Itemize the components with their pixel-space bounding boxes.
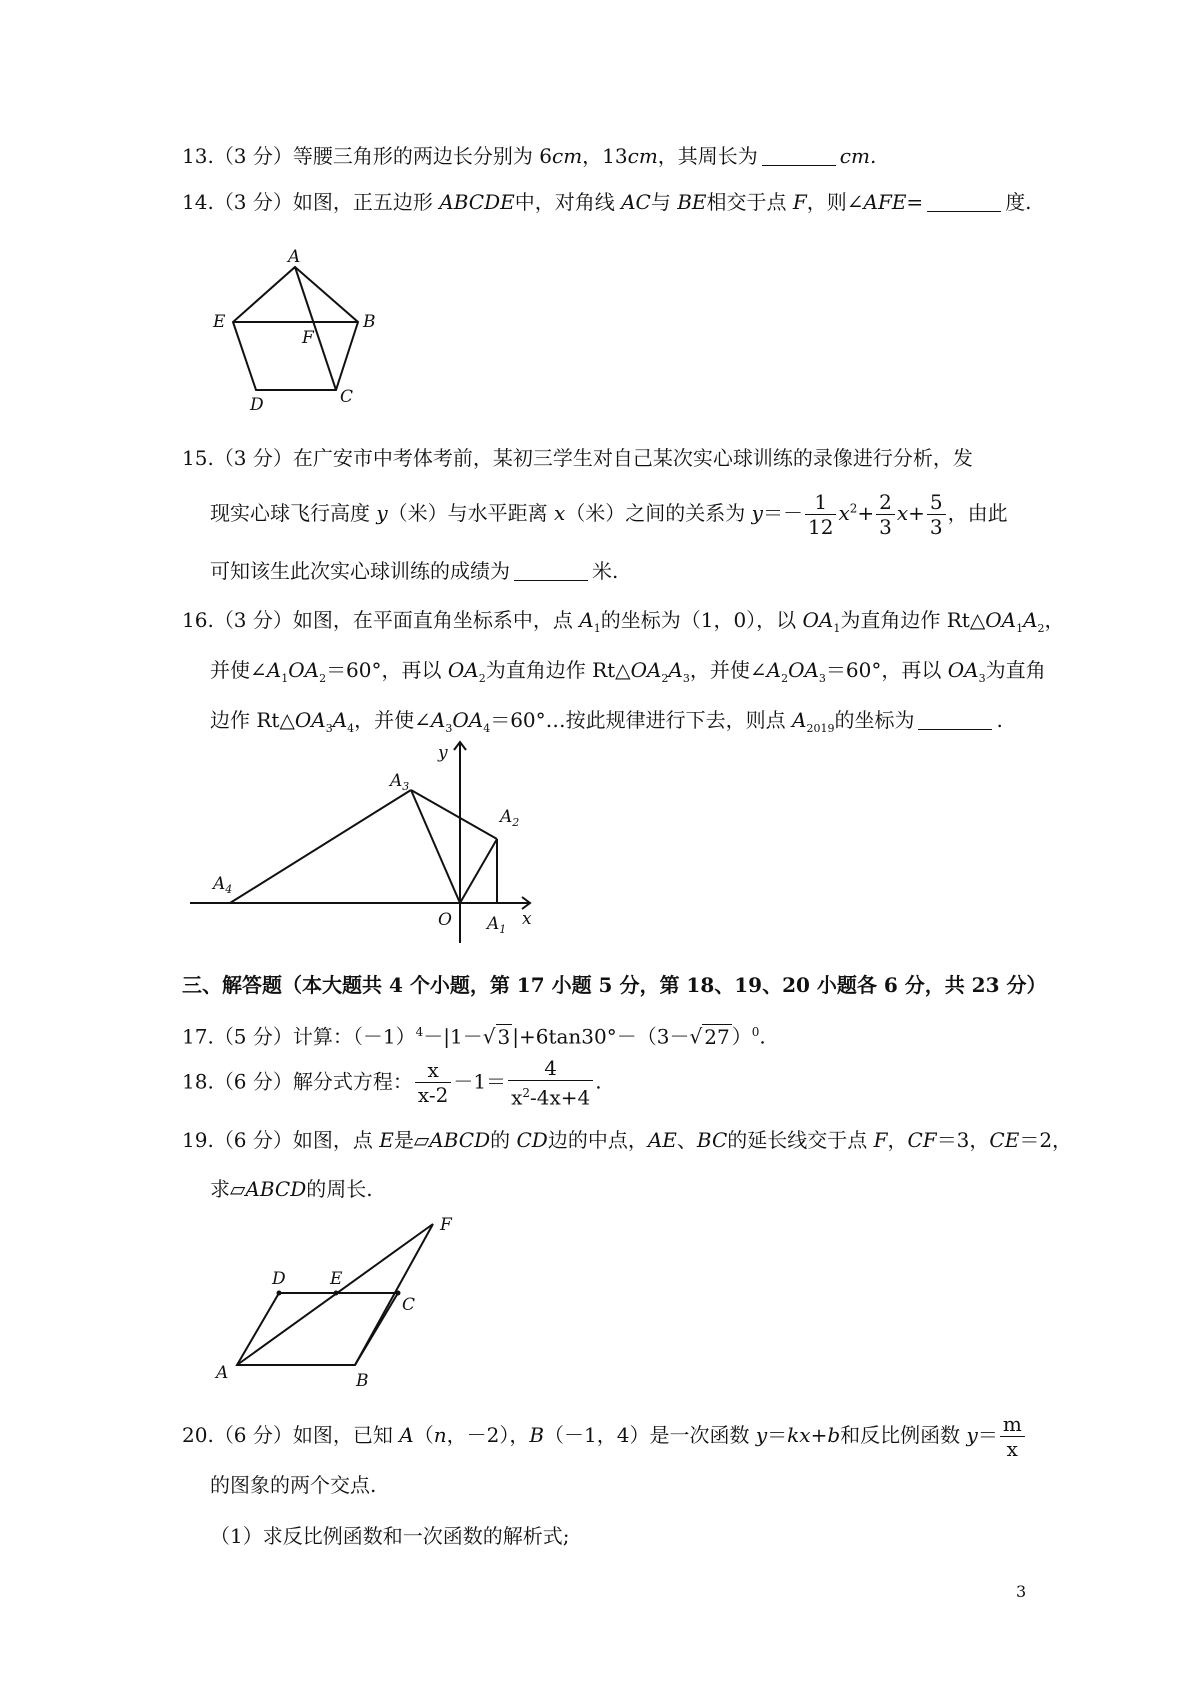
label-a2: $A_2$ — [500, 807, 520, 829]
question-13: 13.（3 分）等腰三角形的两边长分别为 6cm，13cm，其周长为 cm. — [182, 144, 877, 168]
fraction-4-over-quadratic: $\frac{4}{x^2-4x+4}$ — [508, 1056, 593, 1110]
label-e: E — [330, 1269, 343, 1289]
label-f: F — [440, 1215, 452, 1235]
question-18: 18.（6 分）解分式方程： $\frac{x}{x-2}$ －1＝ $\frac{4}{x^2-4x+4}$ . — [182, 1056, 602, 1110]
fraction-5-3: $\frac{5}{3}$ — [927, 490, 946, 539]
label-c: C — [402, 1295, 416, 1315]
label-d: D — [272, 1269, 286, 1289]
question-20-part-1: （1）求反比例函数和一次函数的解析式; — [210, 1524, 570, 1548]
axis-label-x: x — [522, 909, 532, 929]
label-b: B — [363, 312, 376, 332]
label-a: A — [288, 247, 301, 267]
label-d: D — [250, 395, 264, 415]
fraction-m-over-x: $\frac{m}{x}$ — [1000, 1412, 1025, 1461]
label-a1: $A_1$ — [487, 914, 507, 936]
question-20-line-2: 的图象的两个交点. — [210, 1473, 377, 1497]
question-14: 14.（3 分）如图，正五边形 ABCDE中，对角线 AC与 BE相交于点 F，则∠AFE= 度. — [182, 190, 1032, 214]
label-a: A — [216, 1363, 229, 1383]
question-16-line-3: 边作 $Rt\triangle OA_3A_4$，并使$\angle A_3OA_4=60^\circ\dots$按此规律进行下去，则点 $A_{2019}$的坐标为 . — [210, 708, 1003, 735]
fraction-1-12: $\frac{1}{12}$ — [805, 490, 836, 539]
question-16-line-1: 16.（3 分）如图，在平面直角坐标系中，点 $A_1$的坐标为（1，0），以 $OA_1$为直角边作 $Rt\triangle OA_1A_2$， — [182, 608, 1065, 635]
label-b: B — [356, 1371, 369, 1391]
question-19-line-1: 19.（6 分）如图，点 E是▱ABCD的 CD边的中点，AE、BC的延长线交于点 F，CF＝3，CE＝2， — [182, 1128, 1073, 1152]
axis-label-y: y — [438, 743, 448, 763]
label-a3: $A_3$ — [390, 771, 410, 793]
section-heading-3: 三、解答题（本大题共 4 个小题，第 17 小题 5 分，第 18、19、20 小题各 6 分，共 23 分） — [182, 973, 1047, 997]
question-17: 17.（5 分）计算：$(-1)^4-|1-√$ 3 |+6tan30°－（3－√ 27 ）$^0$. — [182, 1024, 766, 1049]
line-bf — [355, 1224, 433, 1365]
label-o: O — [438, 910, 452, 930]
question-20-line-1: 20.（6 分）如图，已知 A（n，－2），B（－1，4）是一次函数 y＝kx+b和反比例函数 y＝ $\frac{m}{x}$ — [182, 1412, 1027, 1461]
label-e: E — [213, 312, 226, 332]
label-c: C — [340, 387, 354, 407]
question-15-line-2: 现实心球飞行高度 y（米）与水平距离 x（米）之间的关系为 y＝－ $\frac{1}{12}$ $x^2+$ $\frac{2}{3}$ x+ $\frac{5}{3}$ ，由此 — [210, 490, 1008, 539]
question-15-line-3: 可知该生此次实心球训练的成绩为 米. — [210, 559, 619, 583]
question-19-line-2: 求▱ABCD的周长. — [210, 1177, 373, 1201]
question-16-line-2: 并使$\angle A_1OA_2=60^\circ$，再以 $OA_2$为直角边作 $Rt\triangle OA_2A_3$，并使$\angle A_2OA_3=60^\circ$，再以 $OA_3$为直角 — [210, 658, 1046, 685]
label-a4: $A_4$ — [213, 874, 233, 896]
fraction-2-3: $\frac{2}{3}$ — [876, 490, 895, 539]
label-f: F — [302, 328, 314, 348]
fraction-x-over-x-2: $\frac{x}{x-2}$ — [415, 1058, 451, 1107]
page-number: 3 — [1016, 1582, 1027, 1601]
question-15-line-1: 15.（3 分）在广安市中考体考前，某初三学生对自己某次实心球训练的录像进行分析，发 — [182, 446, 973, 470]
